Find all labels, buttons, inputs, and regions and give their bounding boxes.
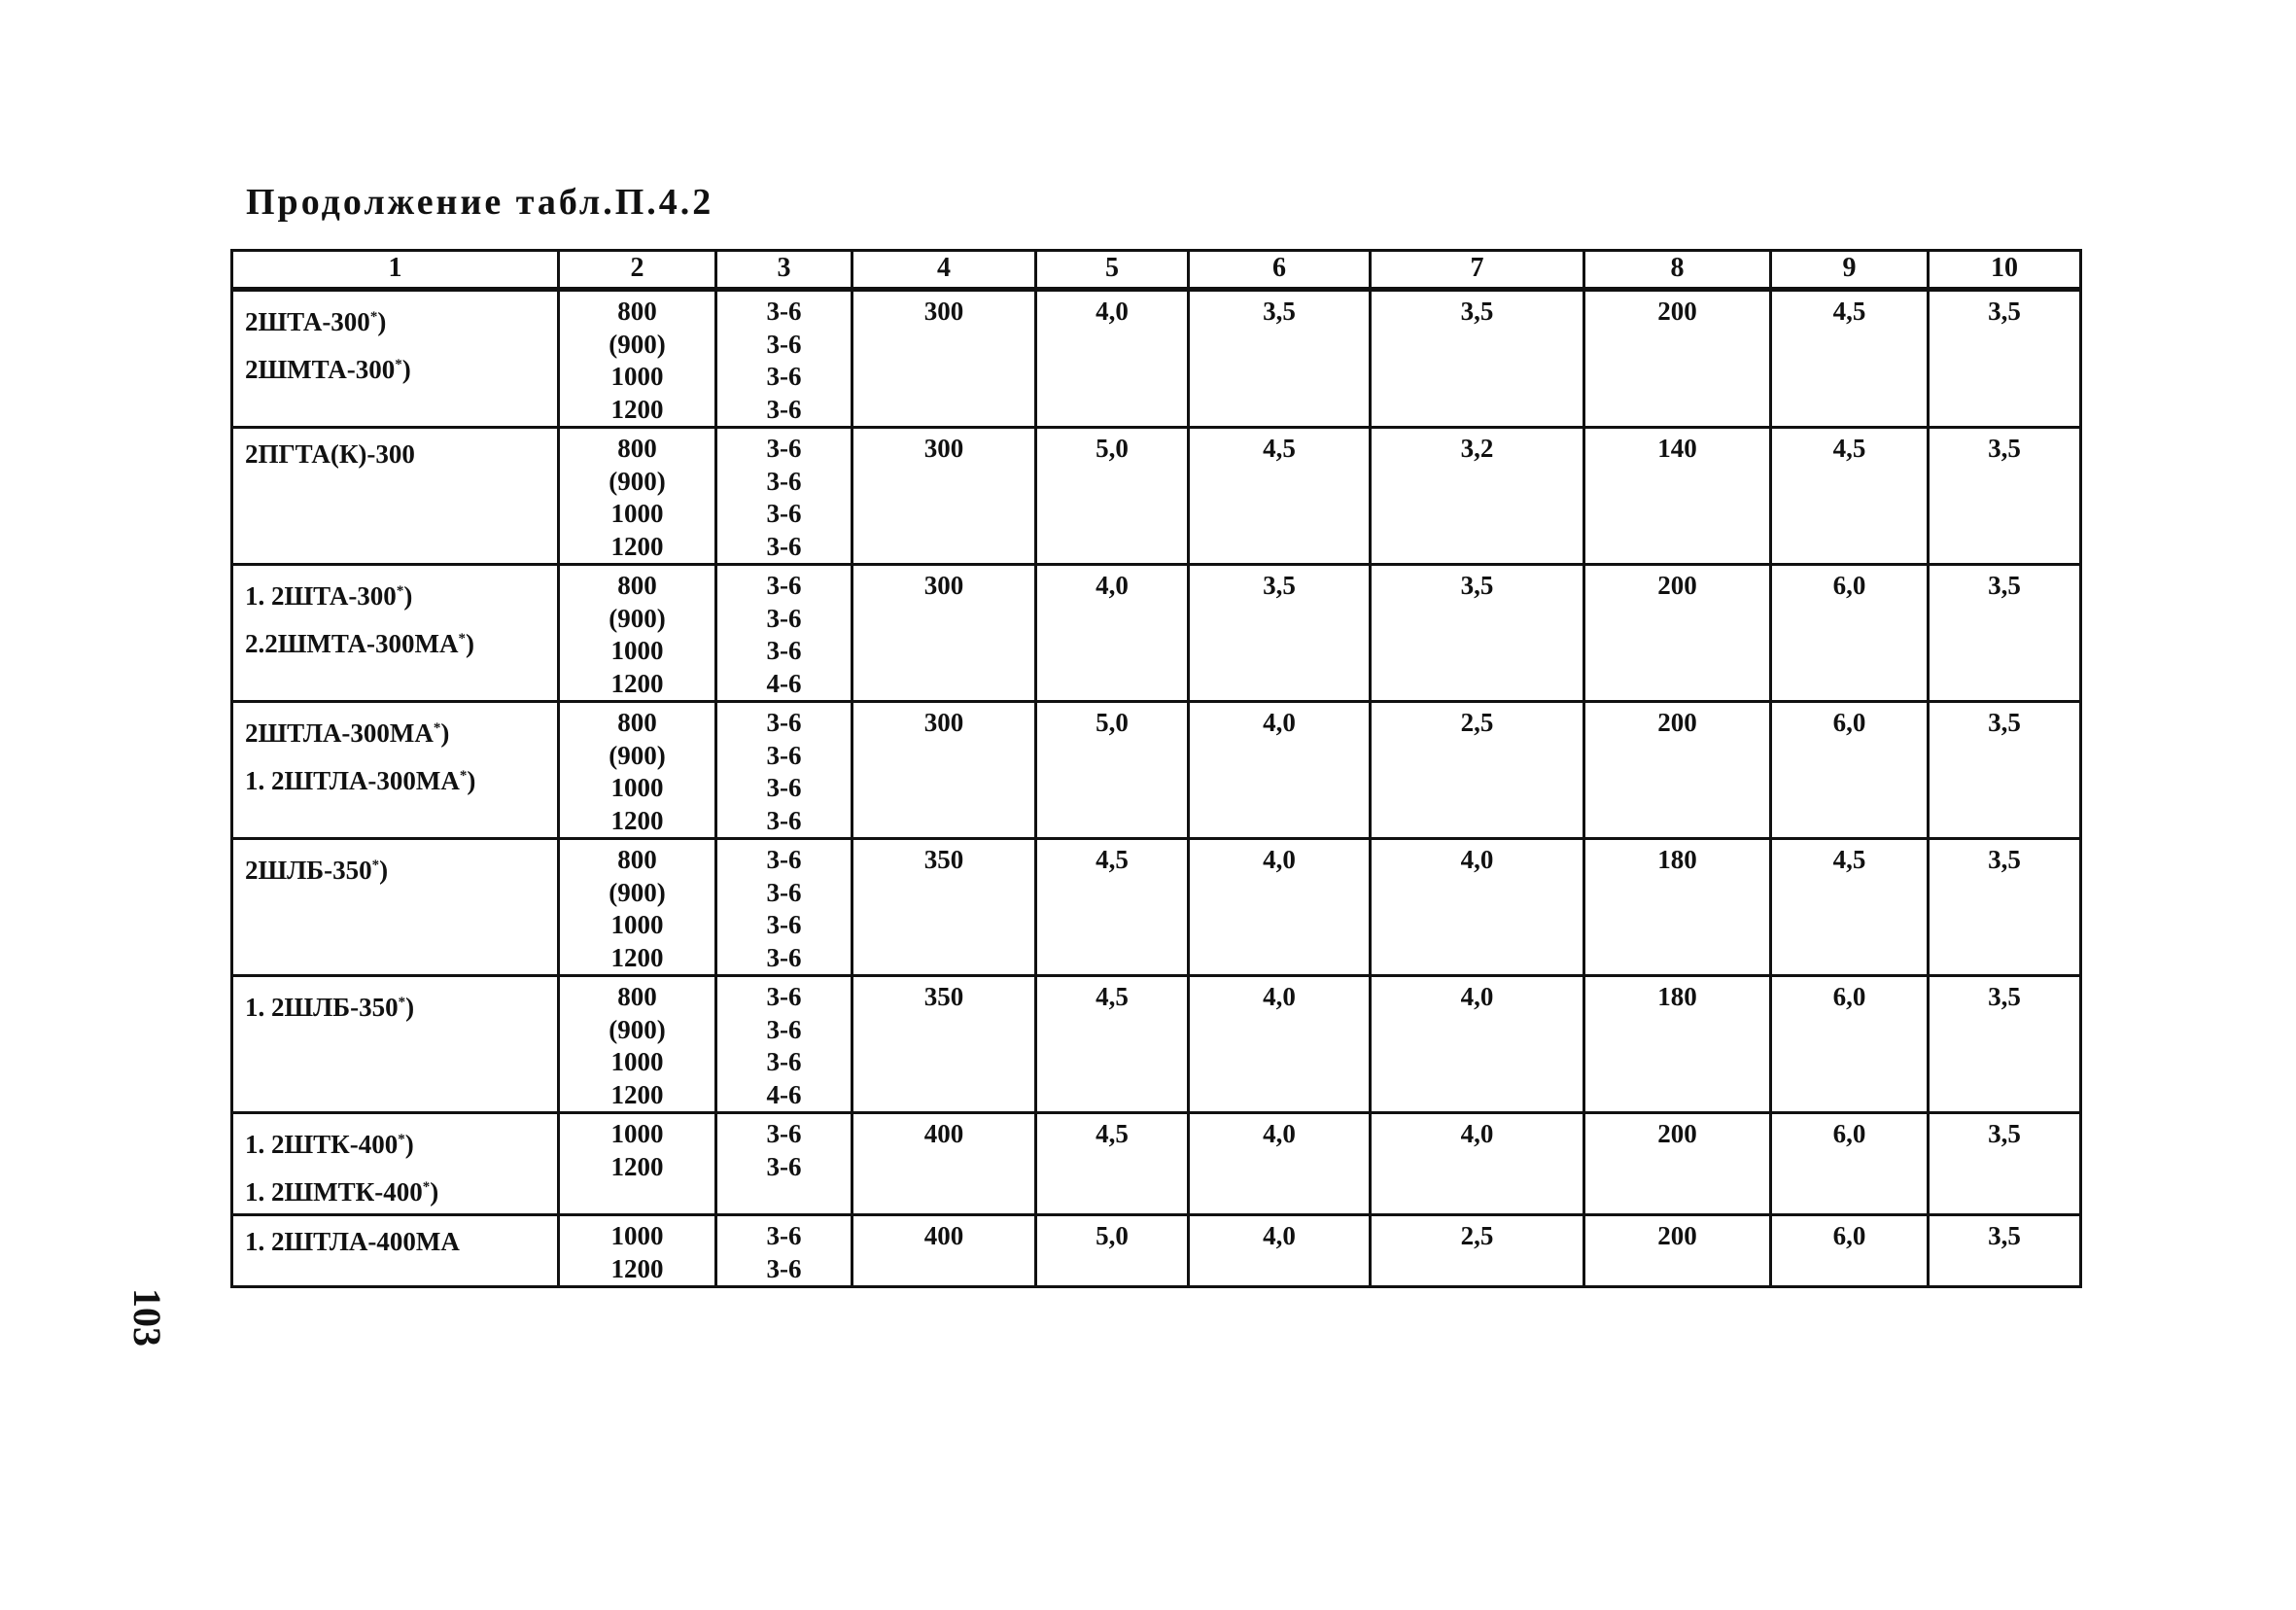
value-cell-col7: 3,5 — [1371, 565, 1584, 702]
size-value: 1000 — [610, 499, 664, 528]
size-value: (900) — [609, 740, 666, 770]
value-cell-col4: 300 — [852, 702, 1036, 839]
footnote-mark: * — [398, 995, 406, 1010]
model-name — [245, 1220, 557, 1263]
data-table — [230, 249, 2082, 1288]
model-name — [245, 343, 557, 391]
value-cell-col8: 200 — [1584, 702, 1771, 839]
value-cell-col6: 4,0 — [1189, 702, 1371, 839]
model-name-text: 2ШТЛА-300МА — [245, 718, 434, 748]
table-row — [232, 1113, 2081, 1215]
model-name-text: 1. 2ШТК-400 — [245, 1130, 399, 1159]
value-cell-col4: 300 — [852, 565, 1036, 702]
size-value: 1200 — [610, 1253, 664, 1283]
model-name-text: 1. 2ШЛБ-350 — [245, 993, 399, 1022]
table-row — [232, 702, 2081, 839]
value-cell-col4: 300 — [852, 428, 1036, 565]
range-value: 3-6 — [766, 877, 802, 907]
model-name-cell — [232, 565, 559, 702]
value-cell-col5: 5,0 — [1036, 428, 1189, 565]
range-value: 3-6 — [766, 1119, 802, 1148]
range-cell — [716, 565, 852, 702]
value-cell-col4: 400 — [852, 1113, 1036, 1215]
value-cell-col7: 4,0 — [1371, 839, 1584, 976]
range-value: 3-6 — [766, 329, 802, 359]
size-value: 800 — [617, 297, 657, 326]
size-cell — [559, 839, 716, 976]
size-value: 1000 — [610, 1047, 664, 1076]
value-cell-col4: 300 — [852, 290, 1036, 428]
value-cell-col6: 4,5 — [1189, 428, 1371, 565]
size-cell — [559, 976, 716, 1113]
model-name-text: 1. 2ШМТК-400 — [245, 1177, 423, 1207]
range-value: 3-6 — [766, 1047, 802, 1076]
size-value: 800 — [617, 434, 657, 463]
range-value: 3-6 — [766, 910, 802, 939]
footnote-paren: ) — [430, 1177, 439, 1207]
size-value: (900) — [609, 329, 666, 359]
size-value: 1000 — [610, 773, 664, 802]
value-cell-col9: 6,0 — [1771, 1215, 1929, 1287]
size-value: (900) — [609, 466, 666, 496]
range-value: 3-6 — [766, 1014, 802, 1044]
range-value: 3-6 — [766, 1253, 802, 1283]
range-value: 3-6 — [766, 773, 802, 802]
size-value: 1200 — [610, 668, 664, 698]
range-value: 4-6 — [766, 1079, 802, 1109]
footnote-paren: ) — [440, 718, 450, 748]
header-cell: 10 — [1929, 251, 2081, 290]
model-name — [245, 1166, 557, 1213]
table-row — [232, 428, 2081, 565]
header-cell: 8 — [1584, 251, 1771, 290]
value-cell-col6: 3,5 — [1189, 565, 1371, 702]
range-cell — [716, 839, 852, 976]
value-cell-col10: 3,5 — [1929, 428, 2081, 565]
model-name — [245, 754, 557, 802]
model-name-cell — [232, 839, 559, 976]
footnote-mark: * — [371, 858, 380, 873]
value-cell-col6: 4,0 — [1189, 1215, 1371, 1287]
model-name-text: 1. 2ШТЛА-400МА — [245, 1227, 460, 1256]
value-cell-col9: 6,0 — [1771, 702, 1929, 839]
range-value: 4-6 — [766, 668, 802, 698]
range-value: 3-6 — [766, 942, 802, 972]
value-cell-col8: 200 — [1584, 1215, 1771, 1287]
range-value: 3-6 — [766, 466, 802, 496]
footnote-paren: ) — [379, 856, 389, 885]
range-value: 3-6 — [766, 1221, 802, 1250]
size-value: 1000 — [610, 910, 664, 939]
size-value: 1200 — [610, 1079, 664, 1109]
range-value: 3-6 — [766, 845, 802, 874]
range-value: 3-6 — [766, 434, 802, 463]
footnote-mark: * — [433, 720, 441, 736]
range-cell — [716, 290, 852, 428]
range-value: 3-6 — [766, 394, 802, 424]
range-cell — [716, 1113, 852, 1215]
value-cell-col5: 4,0 — [1036, 290, 1189, 428]
range-value: 3-6 — [766, 362, 802, 391]
range-value: 3-6 — [766, 297, 802, 326]
model-name-text: 1. 2ШТЛА-300МА — [245, 766, 460, 795]
header-cell: 6 — [1189, 251, 1371, 290]
size-value: (900) — [609, 877, 666, 907]
footnote-mark: * — [396, 583, 404, 599]
value-cell-col7: 2,5 — [1371, 702, 1584, 839]
model-name — [245, 707, 557, 754]
size-value: (900) — [609, 1014, 666, 1044]
header-cell: 3 — [716, 251, 852, 290]
model-name — [245, 844, 557, 892]
range-value: 3-6 — [766, 1151, 802, 1181]
range-value: 3-6 — [766, 531, 802, 561]
value-cell-col9: 6,0 — [1771, 976, 1929, 1113]
value-cell-col5: 4,5 — [1036, 839, 1189, 976]
model-name-cell — [232, 1215, 559, 1287]
value-cell-col5: 5,0 — [1036, 702, 1189, 839]
range-value: 3-6 — [766, 805, 802, 835]
value-cell-col7: 4,0 — [1371, 976, 1584, 1113]
footnote-mark: * — [422, 1179, 431, 1195]
value-cell-col9: 4,5 — [1771, 428, 1929, 565]
header-cell: 1 — [232, 251, 559, 290]
value-cell-col10: 3,5 — [1929, 1113, 2081, 1215]
value-cell-col6: 4,0 — [1189, 976, 1371, 1113]
model-name-text: 2ШТА-300 — [245, 307, 370, 336]
size-value: 1000 — [610, 362, 664, 391]
footnote-paren: ) — [404, 1130, 414, 1159]
size-value: 1200 — [610, 394, 664, 424]
footnote-paren: ) — [467, 766, 476, 795]
value-cell-col10: 3,5 — [1929, 976, 2081, 1113]
header-cell: 5 — [1036, 251, 1189, 290]
size-value: 1000 — [610, 636, 664, 665]
range-cell — [716, 976, 852, 1113]
value-cell-col8: 200 — [1584, 565, 1771, 702]
size-value: 1200 — [610, 531, 664, 561]
range-cell — [716, 428, 852, 565]
model-name-text: 2ПГТА(К)-300 — [245, 439, 415, 469]
footnote-paren: ) — [466, 629, 475, 658]
value-cell-col8: 180 — [1584, 839, 1771, 976]
range-value: 3-6 — [766, 982, 802, 1011]
value-cell-col6: 3,5 — [1189, 290, 1371, 428]
value-cell-col5: 4,0 — [1036, 565, 1189, 702]
size-cell — [559, 290, 716, 428]
value-cell-col5: 5,0 — [1036, 1215, 1189, 1287]
model-name-text: 2ШМТА-300 — [245, 355, 396, 384]
range-value: 3-6 — [766, 708, 802, 737]
model-name-cell — [232, 428, 559, 565]
table-row — [232, 839, 2081, 976]
header-cell: 7 — [1371, 251, 1584, 290]
model-name — [245, 1118, 557, 1166]
value-cell-col8: 180 — [1584, 976, 1771, 1113]
model-name-cell — [232, 1113, 559, 1215]
range-value: 3-6 — [766, 740, 802, 770]
table-row — [232, 976, 2081, 1113]
value-cell-col10: 3,5 — [1929, 290, 2081, 428]
footnote-mark: * — [395, 357, 402, 372]
model-name — [245, 981, 557, 1029]
value-cell-col8: 200 — [1584, 290, 1771, 428]
value-cell-col7: 3,5 — [1371, 290, 1584, 428]
value-cell-col8: 140 — [1584, 428, 1771, 565]
value-cell-col6: 4,0 — [1189, 1113, 1371, 1215]
size-value: (900) — [609, 603, 666, 633]
value-cell-col10: 3,5 — [1929, 565, 2081, 702]
value-cell-col4: 350 — [852, 976, 1036, 1113]
header-cell: 4 — [852, 251, 1036, 290]
page-number: 103 — [125, 1288, 169, 1347]
model-name-cell — [232, 290, 559, 428]
size-cell — [559, 565, 716, 702]
table-row — [232, 565, 2081, 702]
model-name-text: 2.2ШМТА-300МА — [245, 629, 459, 658]
model-name-text: 1. 2ШТА-300 — [245, 581, 397, 611]
size-value: 800 — [617, 571, 657, 600]
model-name-text: 2ШЛБ-350 — [245, 856, 372, 885]
model-name — [245, 570, 557, 617]
header-row — [232, 251, 2081, 290]
value-cell-col8: 200 — [1584, 1113, 1771, 1215]
value-cell-col10: 3,5 — [1929, 702, 2081, 839]
range-value: 3-6 — [766, 636, 802, 665]
model-name-cell — [232, 702, 559, 839]
value-cell-col7: 4,0 — [1371, 1113, 1584, 1215]
value-cell-col9: 6,0 — [1771, 1113, 1929, 1215]
value-cell-col5: 4,5 — [1036, 1113, 1189, 1215]
value-cell-col9: 6,0 — [1771, 565, 1929, 702]
model-name — [245, 617, 557, 665]
range-value: 3-6 — [766, 571, 802, 600]
footnote-mark: * — [398, 1132, 405, 1147]
size-value: 1200 — [610, 942, 664, 972]
range-value: 3-6 — [766, 499, 802, 528]
size-cell — [559, 1113, 716, 1215]
range-cell — [716, 702, 852, 839]
value-cell-col4: 400 — [852, 1215, 1036, 1287]
header-cell: 2 — [559, 251, 716, 290]
value-cell-col6: 4,0 — [1189, 839, 1371, 976]
size-value: 800 — [617, 982, 657, 1011]
footnote-mark: * — [459, 768, 468, 784]
footnote-paren: ) — [403, 581, 413, 611]
size-value: 800 — [617, 845, 657, 874]
value-cell-col9: 4,5 — [1771, 290, 1929, 428]
value-cell-col7: 2,5 — [1371, 1215, 1584, 1287]
table-row — [232, 1215, 2081, 1287]
size-value: 1200 — [610, 805, 664, 835]
size-cell — [559, 702, 716, 839]
value-cell-col4: 350 — [852, 839, 1036, 976]
model-name — [245, 433, 557, 475]
size-cell — [559, 1215, 716, 1287]
size-value: 1000 — [610, 1221, 664, 1250]
header-cell: 9 — [1771, 251, 1929, 290]
model-name-cell — [232, 976, 559, 1113]
model-name — [245, 296, 557, 343]
range-cell — [716, 1215, 852, 1287]
footnote-paren: ) — [401, 355, 411, 384]
table-row — [232, 290, 2081, 428]
value-cell-col9: 4,5 — [1771, 839, 1929, 976]
footnote-paren: ) — [377, 307, 387, 336]
footnote-paren: ) — [405, 993, 415, 1022]
size-value: 800 — [617, 708, 657, 737]
value-cell-col7: 3,2 — [1371, 428, 1584, 565]
footnote-mark: * — [458, 631, 467, 647]
range-value: 3-6 — [766, 603, 802, 633]
size-cell — [559, 428, 716, 565]
table-caption: Продолжение табл.П.4.2 — [246, 182, 714, 223]
size-value: 1200 — [610, 1151, 664, 1181]
value-cell-col5: 4,5 — [1036, 976, 1189, 1113]
value-cell-col10: 3,5 — [1929, 839, 2081, 976]
footnote-mark: * — [369, 309, 378, 325]
size-value: 1000 — [610, 1119, 664, 1148]
value-cell-col10: 3,5 — [1929, 1215, 2081, 1287]
